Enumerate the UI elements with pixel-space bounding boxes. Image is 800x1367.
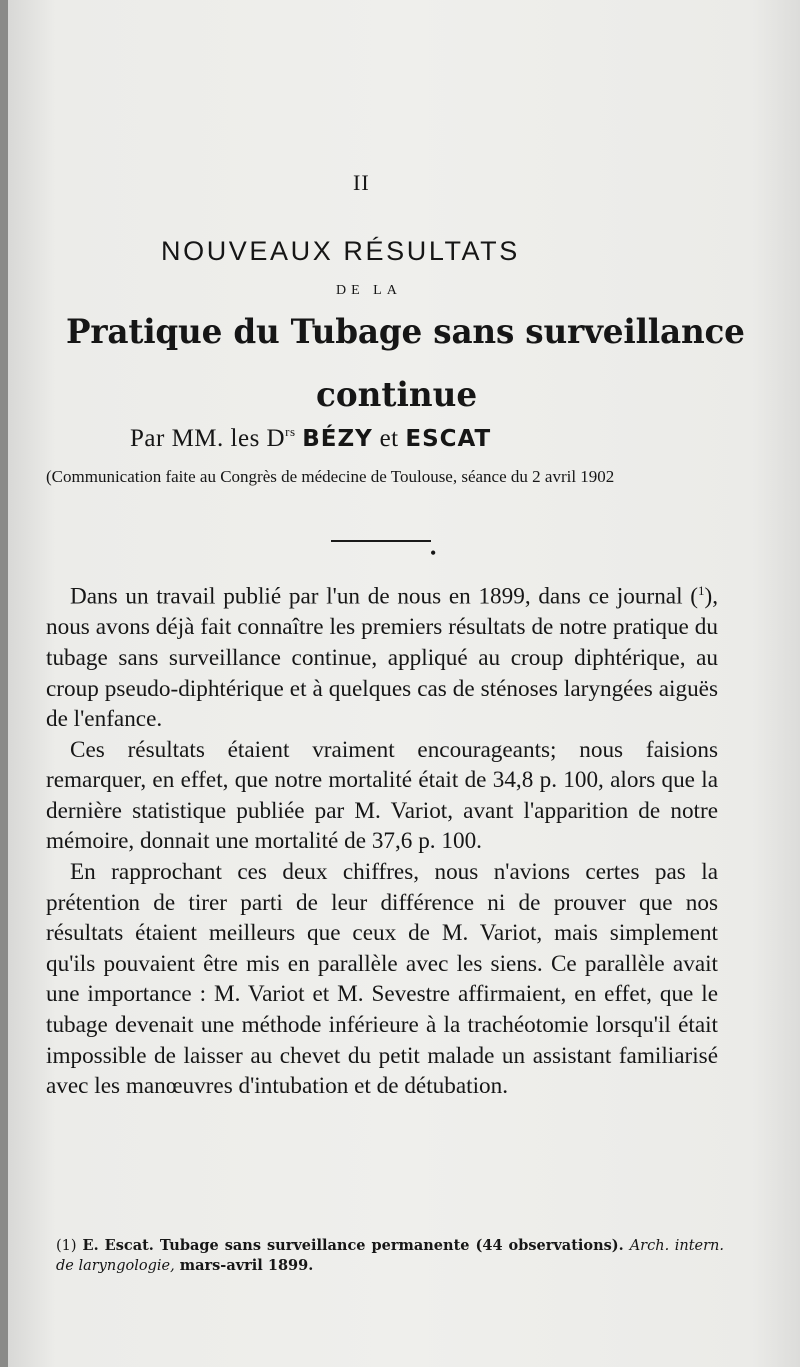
footnote-date: mars-avril 1899. (174, 1257, 314, 1274)
author-escat: ESCAT (405, 426, 492, 452)
communication-note: (Communication faite au Congrès de médecine de Toulouse, séance du 2 avril 1902 (46, 467, 615, 486)
byline-prefix: Par MM. les D (130, 425, 286, 452)
footnote-journal: Arch. intern. de laryngologie, (56, 1238, 725, 1274)
footnote-marker: (1) (56, 1238, 77, 1254)
footnote-ref: 1 (697, 583, 705, 598)
author-bezy: BÉZY (302, 426, 373, 452)
paragraph-1 (46, 576, 718, 735)
document-page (8, 0, 800, 1367)
title-line-2: Pratique du Tubage sans surveillance (66, 312, 745, 352)
body-text (46, 576, 718, 1102)
paragraph-1-start: Dans un travail publié par l'un de nous en 1899, dans ce journal ( (70, 583, 698, 610)
byline-superscript: rs (285, 424, 296, 439)
footnote-text: E. Escat. Tubage sans surveillance permanente (44 observations). (76, 1237, 630, 1254)
footnote (56, 1236, 724, 1276)
separator-bullet: • (430, 543, 437, 563)
title-line-1: NOUVEAUX RÉSULTATS (161, 236, 520, 266)
paragraph-1-end: ), nous avons déjà fait connaître les premiers résultats de notre pratique du tubage sans surveillance continue, appliqué au croup diphtérique, au croup pseudo-diphtérique et à quelques cas de sténoses laryngées aiguës de l'enfance. (46, 583, 718, 733)
paragraph-2: Ces résultats étaient vraiment encourageants; nous faisions remarquer, en effet, que notre mortalité était de 34,8 p. 100, alors que la dernière statistique publiée par M. Variot, avant l'apparition de notre mémoire, donnait une mortalité de 37,6 p. 100. (46, 736, 718, 855)
paragraph-3: En rapprochant ces deux chiffres, nous n'avions certes pas la prétention de tirer parti de leur différence ni de prouver que nos résultats étaient meilleurs que ceux de M. Variot, mais simplement qu'ils pouvaient être mis en parallèle avec les siens. Ce parallèle avait une importance : M. Variot et M. Sevestre affirmaient, en effet, que le tubage devenait une méthode inférieure à la trachéotomie lorsqu'il était impossible de laisser au chevet du petit malade un assistant familiarisé avec les manœuvres d'intubation et de détubation. (46, 859, 718, 1100)
separator-rule (331, 540, 431, 542)
section-number: II (353, 170, 370, 195)
byline-and: et (379, 425, 399, 452)
title-line-3: continue (316, 375, 478, 415)
byline (130, 424, 491, 453)
title-de-la: DE LA (336, 283, 402, 298)
